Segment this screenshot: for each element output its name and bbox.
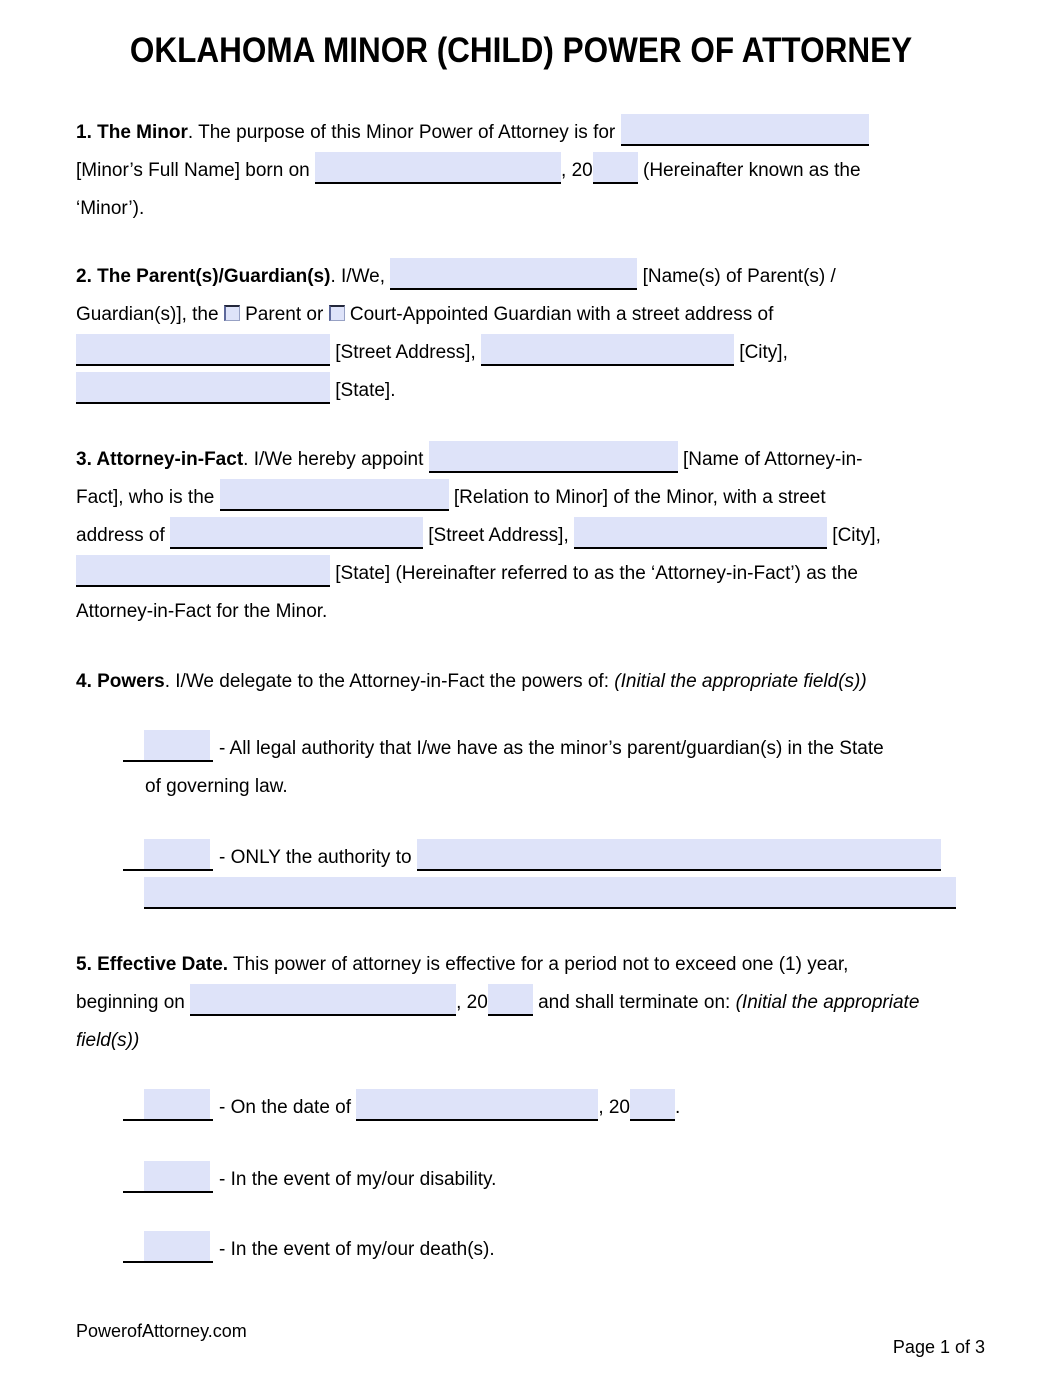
footer-site-name: PowerofAttorney.com bbox=[76, 1321, 247, 1341]
section-minor bbox=[76, 114, 966, 228]
parents-text-2b: Parent or bbox=[239, 304, 329, 325]
parents-text-3b: [City], bbox=[734, 342, 788, 363]
termination-date-initials-field[interactable] bbox=[123, 1089, 213, 1121]
effective-line-3 bbox=[76, 1022, 966, 1060]
parents-text-1a: . I/We, bbox=[330, 266, 391, 287]
section-attorney bbox=[76, 441, 966, 631]
attorney-city-field[interactable] bbox=[574, 517, 827, 549]
termination-year-field[interactable] bbox=[630, 1089, 675, 1121]
only-authority-description-field-line2[interactable] bbox=[144, 877, 956, 909]
powers-item1-text-cont: of governing law. bbox=[145, 776, 288, 797]
attorney-text-4: [State] (Hereinafter referred to as the ‘Attorney-in-Fact’) as the bbox=[330, 563, 859, 584]
attorney-line-1 bbox=[76, 441, 966, 479]
effective-line-2 bbox=[76, 984, 966, 1022]
parents-text-3a: [Street Address], bbox=[330, 342, 482, 363]
termination-option1-text-a: - On the date of bbox=[219, 1097, 357, 1118]
only-authority-description-field[interactable] bbox=[417, 839, 941, 871]
parents-text-2c: Court-Appointed Guardian with a street address of bbox=[344, 304, 774, 325]
parents-names-field[interactable] bbox=[390, 258, 637, 290]
attorney-line-5 bbox=[76, 593, 966, 631]
document-content bbox=[0, 30, 1042, 1269]
minor-text-2b: , 20 bbox=[561, 160, 593, 181]
death-initials-field[interactable] bbox=[123, 1231, 213, 1263]
attorney-heading: 3. Attorney-in-Fact bbox=[76, 449, 244, 470]
powers-item2-text: - ONLY the authority to bbox=[219, 847, 417, 868]
minor-birth-date-field[interactable] bbox=[315, 152, 561, 184]
termination-option-date bbox=[76, 1089, 966, 1127]
termination-option2-text: - In the event of my/our disability. bbox=[219, 1169, 497, 1190]
powers-item-only-authority-line2 bbox=[76, 877, 966, 915]
section-parents bbox=[76, 258, 966, 410]
footer-page-number: Page 1 of 3 bbox=[892, 1337, 985, 1357]
effective-instruction-italic: (Initial the appropriate bbox=[735, 992, 920, 1013]
parents-city-field[interactable] bbox=[481, 334, 734, 366]
attorney-name-field[interactable] bbox=[429, 441, 678, 473]
parents-state-field[interactable] bbox=[76, 372, 330, 404]
effective-heading: 5. Effective Date. bbox=[76, 954, 229, 975]
attorney-text-3a: address of bbox=[76, 525, 170, 546]
relation-to-minor-field[interactable] bbox=[220, 479, 449, 511]
attorney-line-3 bbox=[76, 517, 966, 555]
disability-initials-field[interactable] bbox=[123, 1161, 213, 1193]
minor-text-3: ‘Minor’). bbox=[76, 198, 145, 219]
termination-option1-text-b: , 20 bbox=[598, 1097, 631, 1118]
effective-text-2c: and shall terminate on: bbox=[532, 992, 736, 1013]
minor-text-1: . The purpose of this Minor Power of Attorney is for bbox=[187, 122, 621, 143]
termination-date-field[interactable] bbox=[356, 1089, 598, 1121]
parent-checkbox[interactable] bbox=[224, 305, 240, 321]
effective-text-2a: beginning on bbox=[76, 992, 191, 1013]
parents-line-1 bbox=[76, 258, 966, 296]
powers-instruction-italic: (Initial the appropriate field(s)) bbox=[614, 671, 867, 692]
termination-option1-text-c: . bbox=[675, 1097, 681, 1118]
attorney-state-field[interactable] bbox=[76, 555, 330, 587]
minor-text-2a: [Minor’s Full Name] born on bbox=[76, 160, 316, 181]
minor-heading: 1. The Minor bbox=[76, 122, 188, 143]
effective-text-2b: , 20 bbox=[456, 992, 488, 1013]
termination-option3-text: - In the event of my/our death(s). bbox=[219, 1239, 495, 1260]
minor-line-2 bbox=[76, 152, 966, 190]
attorney-text-5: Attorney-in-Fact for the Minor. bbox=[76, 601, 328, 622]
powers-item1-text: - All legal authority that I/we have as the minor’s parent/guardian(s) in the State bbox=[219, 738, 884, 759]
powers-heading: 4. Powers bbox=[76, 671, 165, 692]
minor-birth-year-field[interactable] bbox=[593, 152, 638, 184]
effective-date-field[interactable] bbox=[190, 984, 456, 1016]
document-title: OKLAHOMA MINOR (CHILD) POWER OF ATTORNEY bbox=[129, 31, 913, 70]
attorney-text-3c: [City], bbox=[827, 525, 881, 546]
powers-item-only-authority bbox=[76, 839, 966, 877]
attorney-text-2a: Fact], who is the bbox=[76, 487, 220, 508]
section-powers bbox=[76, 663, 966, 915]
minor-name-field[interactable] bbox=[621, 114, 869, 146]
minor-text-2c: (Hereinafter known as the bbox=[637, 160, 861, 181]
powers-item-all-authority-cont bbox=[76, 768, 966, 806]
effective-year-field[interactable] bbox=[488, 984, 533, 1016]
attorney-text-1a: . I/We hereby appoint bbox=[243, 449, 429, 470]
attorney-street-address-field[interactable] bbox=[170, 517, 423, 549]
parents-line-2 bbox=[76, 296, 966, 334]
effective-instruction-italic-cont: field(s)) bbox=[76, 1030, 140, 1051]
attorney-line-4 bbox=[76, 555, 966, 593]
powers-line-1 bbox=[76, 663, 966, 701]
minor-line-3 bbox=[76, 190, 966, 228]
parents-line-4 bbox=[76, 372, 966, 410]
termination-option-disability bbox=[76, 1161, 966, 1199]
parents-street-address-field[interactable] bbox=[76, 334, 330, 366]
attorney-line-2 bbox=[76, 479, 966, 517]
powers-item-all-authority bbox=[76, 730, 966, 768]
only-authority-initials-field[interactable] bbox=[123, 839, 213, 871]
effective-line-1 bbox=[76, 946, 966, 984]
section-effective-date bbox=[76, 946, 966, 1269]
minor-line-1 bbox=[76, 114, 966, 152]
parents-line-3 bbox=[76, 334, 966, 372]
attorney-text-1b: [Name of Attorney-in- bbox=[677, 449, 863, 470]
parents-heading: 2. The Parent(s)/Guardian(s) bbox=[76, 266, 331, 287]
powers-text-1: . I/We delegate to the Attorney-in-Fact the powers of: bbox=[164, 671, 615, 692]
all-authority-initials-field[interactable] bbox=[123, 730, 213, 762]
effective-text-1: This power of attorney is effective for a period not to exceed one (1) year, bbox=[228, 954, 849, 975]
termination-option-death bbox=[76, 1231, 966, 1269]
parents-text-1b: [Name(s) of Parent(s) / bbox=[637, 266, 836, 287]
parents-text-2a: Guardian(s)], the bbox=[76, 304, 224, 325]
attorney-text-3b: [Street Address], bbox=[423, 525, 575, 546]
parents-text-4: [State]. bbox=[330, 380, 396, 401]
court-appointed-guardian-checkbox[interactable] bbox=[329, 305, 345, 321]
attorney-text-2b: [Relation to Minor] of the Minor, with a street bbox=[448, 487, 826, 508]
